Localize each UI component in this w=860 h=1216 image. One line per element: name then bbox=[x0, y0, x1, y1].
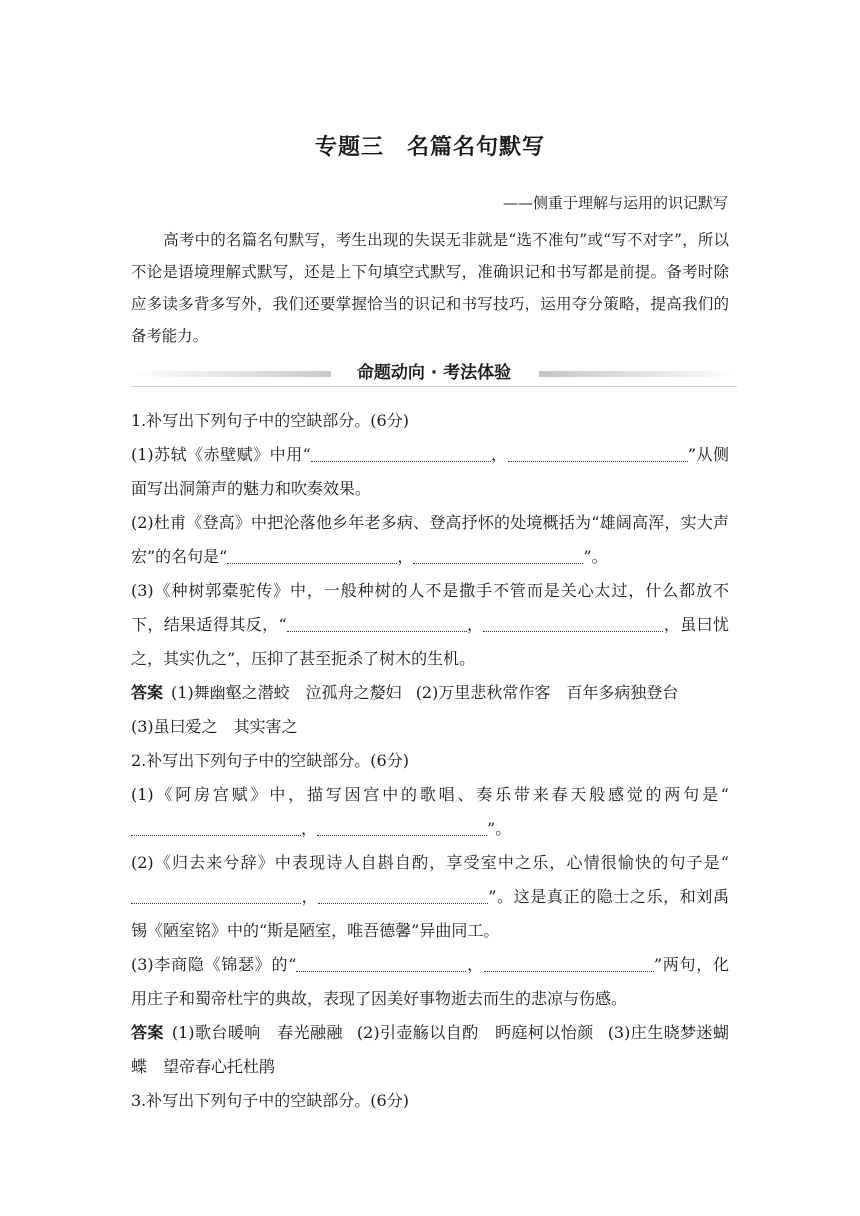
question-1-part-3 bbox=[131, 574, 729, 676]
comma: ， bbox=[490, 445, 508, 464]
answer-blank[interactable] bbox=[318, 885, 488, 904]
answer-label: 答案 bbox=[131, 1023, 164, 1042]
question-text: (2)杜甫《登高》中把沦落他乡年老多病、登高抒怀的处境概括为“雄阔高浑，实大声宏”的名句是“ bbox=[131, 513, 729, 566]
answer-text: (1)舞幽壑之潜蛟 泣孤舟之嫠妇 bbox=[171, 683, 402, 702]
question-text: (1)《阿房宫赋》中，描写因宫中的歌唱、奏乐带来春天般感觉的两句是“ bbox=[131, 785, 729, 804]
question-text: (3)《种树郭橐驼传》中，一般种树的人不是撒手不管而是关心太过，什么都放不下，结果适得其反，“ bbox=[131, 581, 729, 634]
answer-text: (1)歌台暖响 春光融融 bbox=[171, 1023, 343, 1042]
question-text: (1)苏轼《赤壁赋》中用“ bbox=[131, 445, 311, 464]
question-text: ”。这是真正的隐士之乐，和刘禹锡《陋室铭》中的“斯是陋室，唯吾德馨”异曲同工。 bbox=[131, 887, 729, 940]
banner-bar-right bbox=[539, 371, 739, 377]
answer-blank[interactable] bbox=[317, 817, 487, 836]
banner-rule bbox=[131, 386, 737, 387]
intro-paragraph bbox=[131, 224, 729, 352]
answer-blank[interactable] bbox=[131, 885, 301, 904]
answer-text: (3)庄生晓梦迷蝴蝶 望帝春心托杜鹃 bbox=[131, 1023, 729, 1076]
question-1-part-2 bbox=[131, 506, 729, 574]
section-banner bbox=[131, 358, 737, 388]
question-1-answer bbox=[131, 676, 729, 744]
question-1-stem: 1.补写出下列句子中的空缺部分。(6分) bbox=[131, 411, 409, 430]
answer-blank[interactable] bbox=[311, 443, 491, 462]
banner-label: 命题动向 · 考法体验 bbox=[331, 360, 537, 386]
comma: ， bbox=[466, 615, 484, 634]
question-2-part-1 bbox=[131, 778, 729, 846]
answer-blank[interactable] bbox=[413, 545, 583, 564]
answer-blank[interactable] bbox=[484, 953, 654, 972]
question-text: ，虽曰忧之，其实仇之”，压抑了甚至扼杀了树木的生机。 bbox=[131, 615, 729, 668]
question-2-stem: 2.补写出下列句子中的空缺部分。(6分) bbox=[131, 751, 409, 770]
answer-blank[interactable] bbox=[227, 545, 397, 564]
comma: ， bbox=[301, 819, 318, 838]
question-3-stem: 3.补写出下列句子中的空缺部分。(6分) bbox=[131, 1091, 409, 1110]
intro-text: 高考中的名篇名句默写，考生出现的失误无非就是“选不准句”或“写不对字”，所以不论是语境理解式默写，还是上下句填空式默写，准确识记和书写都是前提。备考时除应多读多背多写外，我们还要掌握恰当的识记和书写技巧，运用夺分策略，提高我们的备考能力。 bbox=[131, 231, 729, 345]
question-text: (3)李商隐《锦瑟》的“ bbox=[131, 955, 297, 974]
answer-blank[interactable] bbox=[296, 953, 466, 972]
question-2-part-3 bbox=[131, 948, 729, 1016]
questions bbox=[131, 404, 729, 1118]
question-text: ”从侧面写出洞箫声的魅力和吹奏效果。 bbox=[131, 445, 729, 498]
question-text: ”两句，化用庄子和蜀帝杜宇的典故，表现了因美好事物逝去而生的悲凉与伤感。 bbox=[131, 955, 729, 1008]
answer-text: (2)万里悲秋常作客 百年多病独登台 bbox=[415, 683, 679, 702]
banner-bar-left bbox=[131, 371, 331, 377]
question-text: ”。 bbox=[583, 547, 608, 566]
answer-blank[interactable] bbox=[131, 817, 301, 836]
question-1-part-1 bbox=[131, 438, 729, 506]
comma: ， bbox=[397, 547, 414, 566]
comma: ， bbox=[301, 887, 319, 906]
answer-blank[interactable] bbox=[483, 613, 663, 632]
question-text: ”。 bbox=[487, 819, 512, 838]
answer-text: (2)引壶觞以自酌 眄庭柯以怡颜 bbox=[356, 1023, 594, 1042]
answer-blank[interactable] bbox=[287, 613, 467, 632]
page-subtitle: ——侧重于理解与运用的识记默写 bbox=[502, 194, 728, 212]
answer-label: 答案 bbox=[131, 683, 164, 702]
question-text: (2)《归去来兮辞》中表现诗人自斟自酌，享受室中之乐，心情很愉快的句子是“ bbox=[131, 853, 729, 872]
answer-blank[interactable] bbox=[508, 443, 688, 462]
question-2-part-2 bbox=[131, 846, 729, 948]
comma: ， bbox=[466, 955, 484, 974]
question-2-answer bbox=[131, 1016, 729, 1084]
page-title: 专题三 名篇名句默写 bbox=[314, 135, 545, 160]
answer-text: (3)虽曰爱之 其实害之 bbox=[131, 717, 298, 736]
